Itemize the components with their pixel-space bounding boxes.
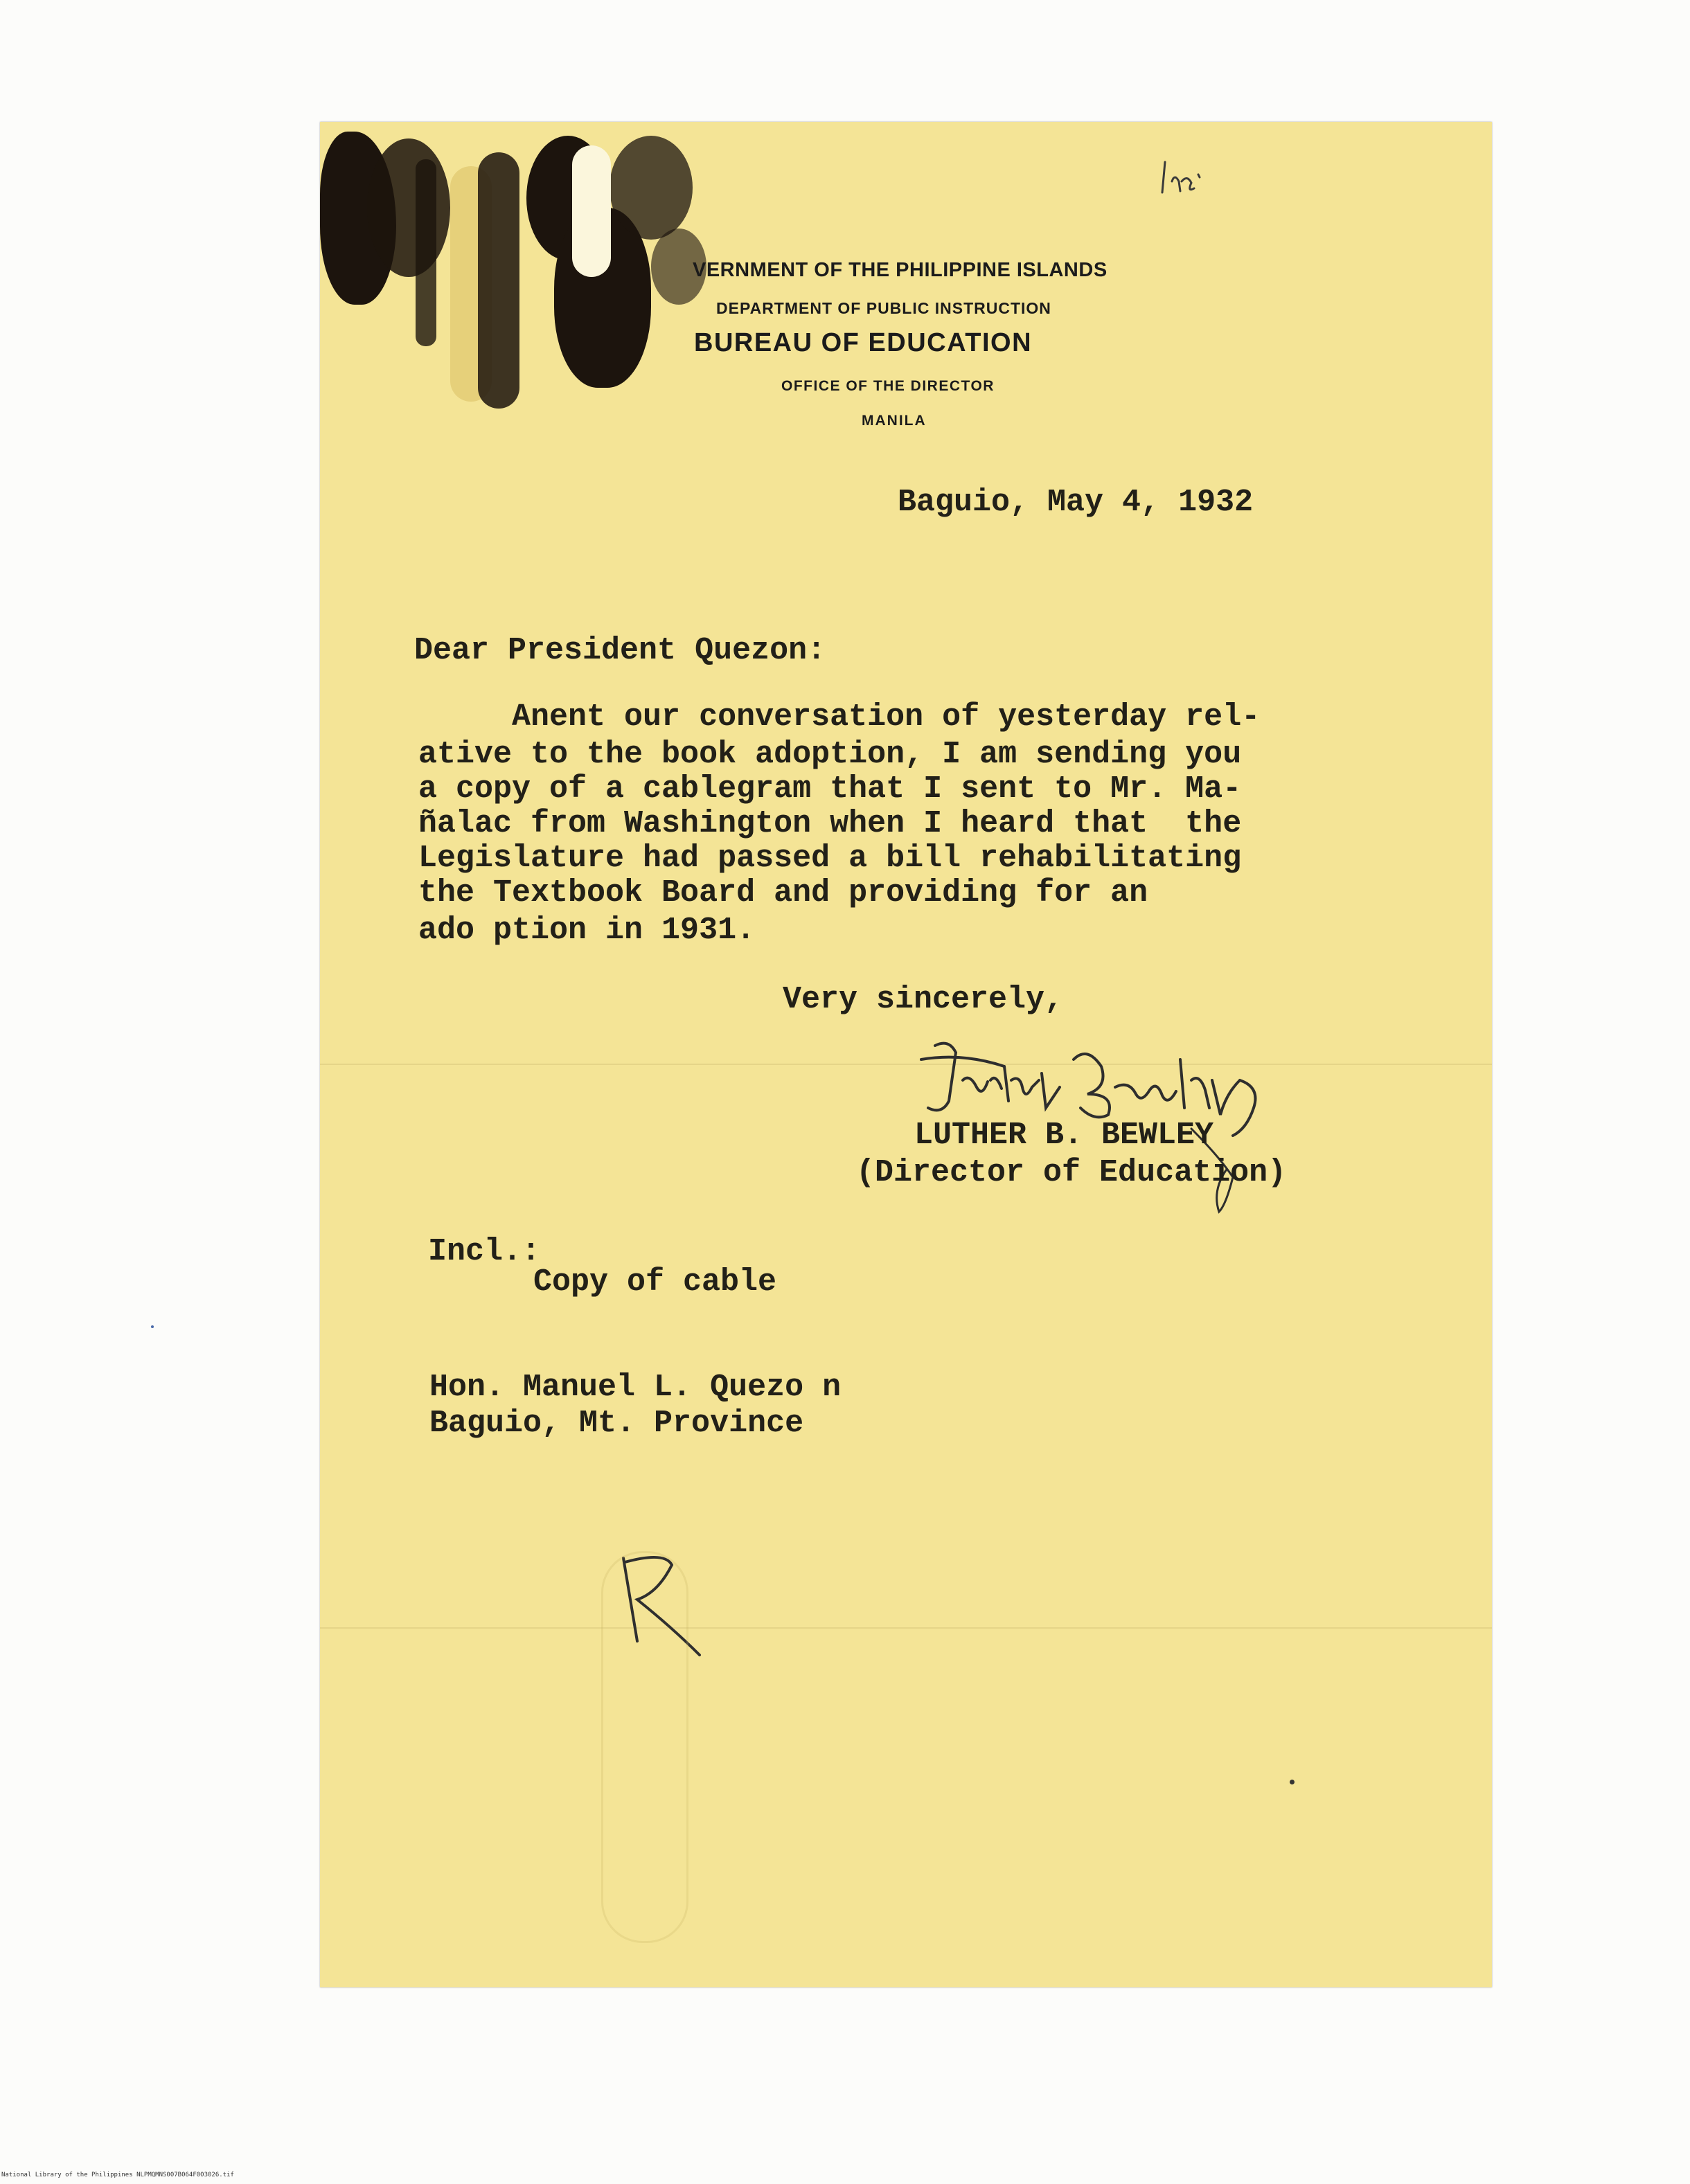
signer-name: LUTHER B. BEWLEY [914,1118,1214,1153]
body-line: ado ption in 1931. [418,913,756,948]
embossed-seal [601,1551,688,1943]
scan-footer: National Library of the Philippines NLPMQMNS007B064F003026.tif [1,2172,234,2178]
body-line: a copy of a cablegram that I sent to Mr. Ma- [418,771,1242,807]
letterhead-bureau: BUREAU OF EDUCATION [694,328,1033,357]
signer-title: (Director of Education) [856,1155,1287,1190]
letterhead-government: VERNMENT OF THE PHILIPPINE ISLANDS [693,259,1108,281]
letterhead-office: OFFICE OF THE DIRECTOR [781,378,995,394]
letterhead-city: MANILA [862,413,927,429]
dateline: Baguio, May 4, 1932 [898,485,1254,520]
handwritten-note-inc [1157,154,1219,202]
body-line: ñalac from Washington when I heard that the [418,806,1242,841]
closing: Very sincerely, [783,982,1064,1017]
enclosure-item: Copy of cable [533,1264,777,1300]
ink-speck [151,1325,154,1328]
body-line: ative to the book adoption, I am sending you [418,737,1242,772]
addressee-location: Baguio, Mt. Province [429,1406,804,1441]
salutation: Dear President Quezon: [414,633,826,668]
enclosure-label: Incl.: [428,1234,541,1269]
addressee-name: Hon. Manuel L. Quezo n [429,1370,842,1405]
fold-line [320,1627,1492,1629]
body-line: the Textbook Board and providing for an [418,875,1148,911]
body-line: Anent our conversation of yesterday rel- [418,699,1261,735]
letterhead-department: DEPARTMENT OF PUBLIC INSTRUCTION [716,299,1051,317]
ink-speck [1290,1780,1295,1784]
body-line: Legislature had passed a bill rehabilitating [418,841,1242,876]
